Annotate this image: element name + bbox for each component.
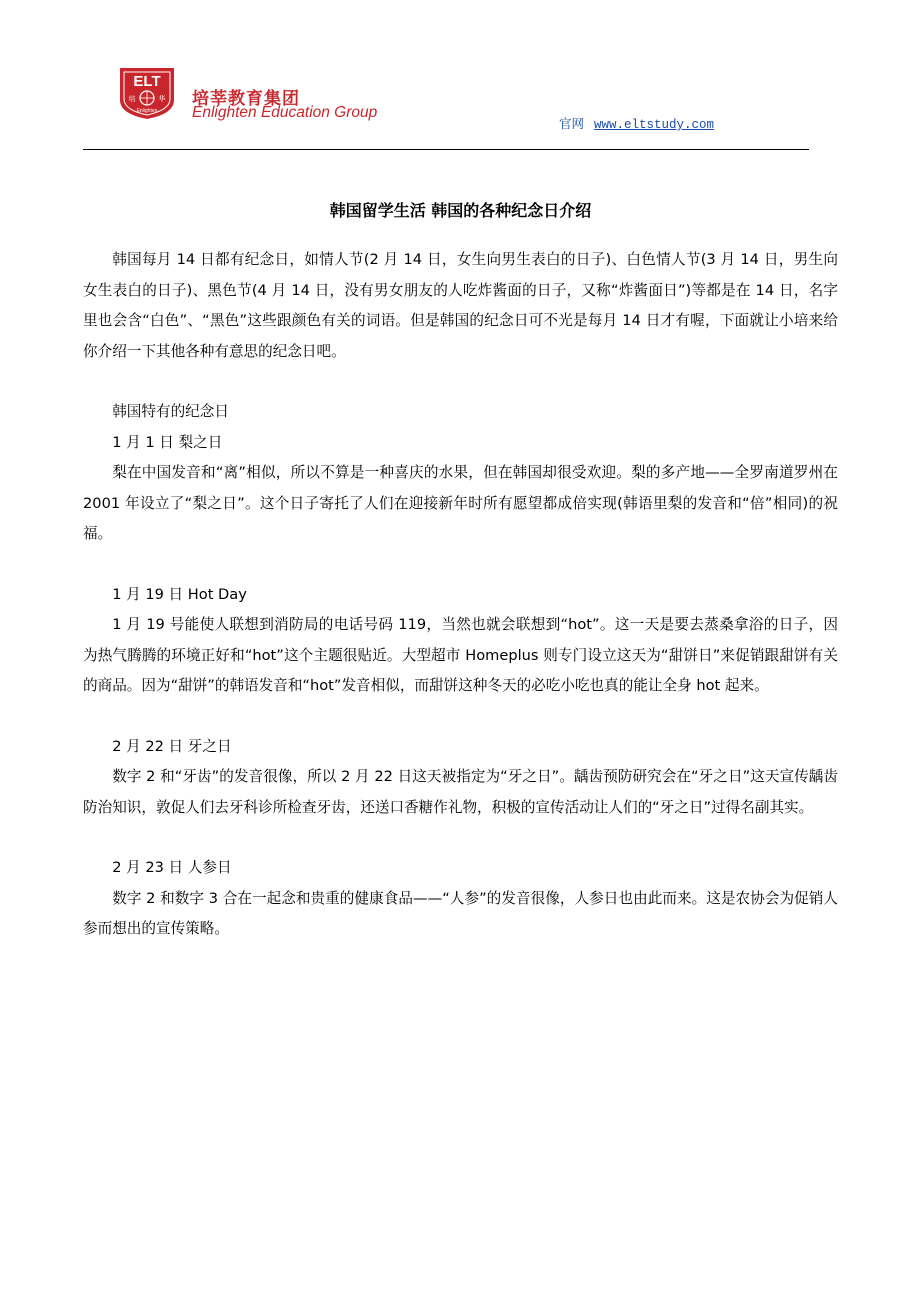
intro-paragraph: 韩国每月 14 日都有纪念日，如情人节(2 月 14 日，女生向男生表白的日子)、白色情人节(3 月 14 日，男生向女生表白的日子)、黑色节(4 月 14 日，没有男女朋友的人吃炸酱面的日子，又称“炸酱面日”)等都是在 14 日，名字里也会含“白色”、“黑色”这些跟颜色有关的词语。但是韩国的纪念日可不光是每月 14 日才有喔，下面就让小培来给你介绍一下其他各种有意思的纪念日吧。 [83,251,838,360]
day-text: 数字 2 和数字 3 合在一起念和贵重的健康食品——“人参”的发音很像，人参日也由此而来。这是农协会为促销人参而想出的宣传策略。 [83,889,838,937]
brand-name-chinese: 培莘教育集团 [192,89,300,109]
site-url-link[interactable]: www.eltstudy.com [594,118,715,132]
spacer [83,823,838,853]
site-label: 官网 [559,116,585,131]
spacer [83,367,838,397]
brand-name-english: Enlighten Education Group [192,104,378,121]
day-text: 数字 2 和“牙齿”的发音很像，所以 2 月 22 日这天被指定为“牙之日”。龋齿预防研究会在“牙之日”这天宣传龋齿防治知识，敦促人们去牙科诊所检查牙齿，还送口香糖作礼物，积极的宣传活动让人们的“牙之日”过得名副其实。 [83,768,838,816]
spacer [83,702,838,732]
section-title: 韩国特有的纪念日 [112,403,229,420]
logo-sub-right: 华 [158,95,166,103]
article-body [83,196,838,945]
official-site [559,114,714,132]
logo-footer: Enlighten [136,108,158,114]
day-heading: 2 月 23 日 人参日 [112,859,232,876]
logo-text: ELT [133,73,161,90]
elt-logo [112,66,182,120]
elt-shield-icon [112,66,182,120]
spacer [83,550,838,580]
document-header [0,0,920,160]
day-heading: 1 月 19 日 Hot Day [112,585,247,603]
logo-sub-left: 培 [128,95,136,103]
article-title: 韩国留学生活 韩国的各种纪念日介绍 [329,201,592,220]
day-text: 1 月 19 号能使人联想到消防局的电话号码 119，当然也就会联想到“hot”。这一天是要去蒸桑拿浴的日子，因为热气腾腾的环境正好和“hot”这个主题很贴近。大型超市 Homeplus 则专门设立这天为“甜饼日”来促销跟甜饼有关的商品。因为“甜饼”的韩语发音和“hot”发音相似，而甜饼这种冬天的必吃小吃也真的能让全身 hot 起来。 [83,616,838,694]
day-heading: 1 月 1 日 梨之日 [112,433,223,451]
day-heading: 2 月 22 日 牙之日 [112,737,232,755]
day-text: 梨在中国发音和“离”相似，所以不算是一种喜庆的水果，但在韩国却很受欢迎。梨的多产地——全罗南道罗州在 2001 年设立了“梨之日”。这个日子寄托了人们在迎接新年时所有愿望都成倍实现(韩语里梨的发音和“倍”相同)的祝福。 [83,464,838,542]
header-divider [83,149,809,150]
